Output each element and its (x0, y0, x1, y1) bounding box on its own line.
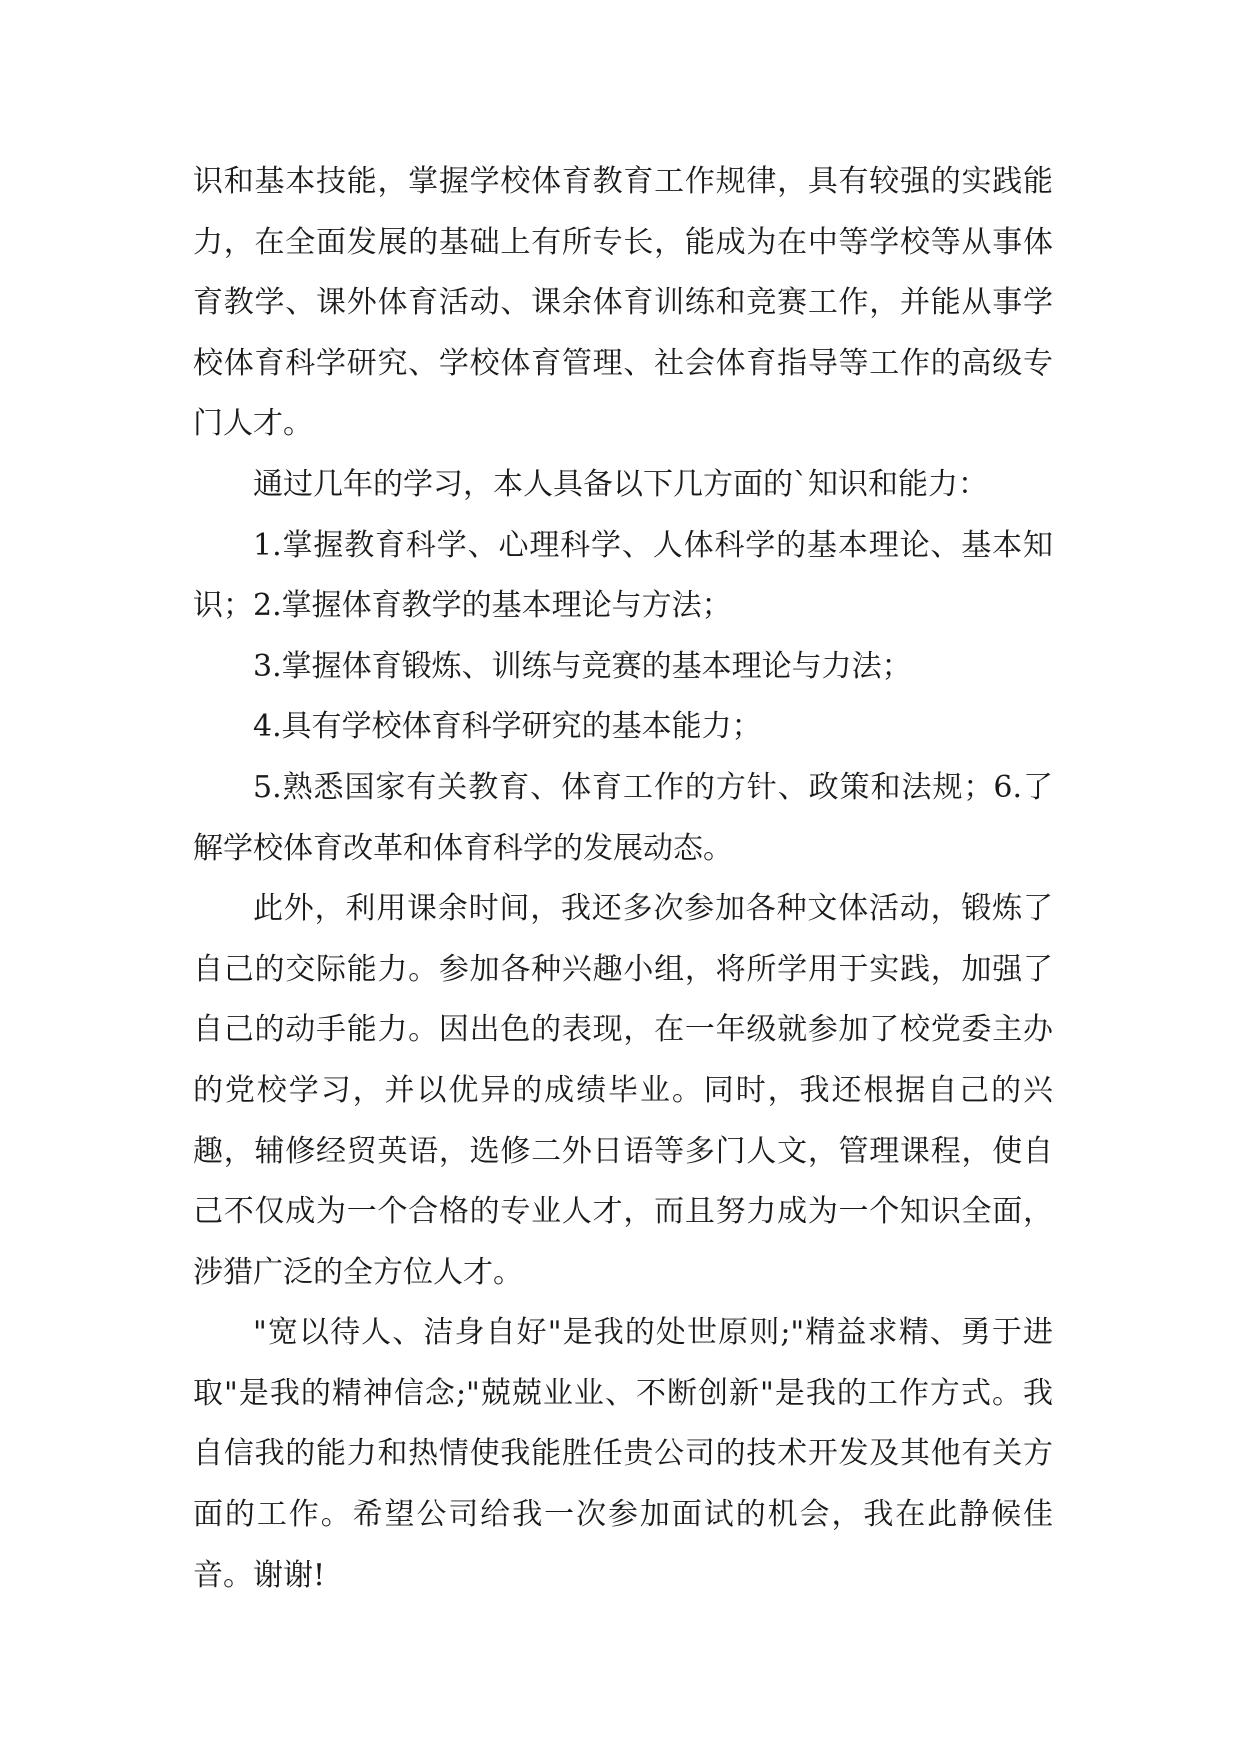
paragraph-intro-abilities: 通过几年的学习，本人具备以下几方面的`知识和能力： (253, 466, 988, 502)
paragraph-closing: "宽以待人、洁身自好"是我的处世原则;"精益求精、勇于进取"是我的精神信念;"兢兢业业、不断创新"是我的工作方式。我自信我的能力和热情使我能胜任贵公司的技术开发及其他有关方面的工作。希望公司给我一次参加面试的机会，我在此静候佳音。谢谢! (193, 1315, 1053, 1593)
paragraph-ability-3: 3.掌握体育锻炼、训练与竞赛的基本理论与力法； (253, 648, 912, 684)
paragraph-ability-5-6: 5.熟悉国家有关教育、体育工作的方针、政策和法规；6.了解学校体育改革和体育科学的发展动态。 (193, 769, 1053, 866)
paragraph-ability-4: 4.具有学校体育科学研究的基本能力； (253, 709, 762, 745)
paragraph-extracurricular: 此外，利用课余时间，我还多次参加各种文体活动，锻炼了自己的交际能力。参加各种兴趣小组，将所学用于实践，加强了自己的动手能力。因出色的表现，在一年级就参加了校党委主办的党校学习，并以优异的成绩毕业。同时，我还根据自己的兴趣，辅修经贸英语，选修二外日语等多门人文，管理课程，使自己不仅成为一个合格的专业人才，而且努力成为一个知识全面，涉猎广泛的全方位人才。 (193, 891, 1053, 1290)
document-body (193, 152, 1053, 1606)
paragraph-ability-1-2: 1.掌握教育科学、心理科学、人体科学的基本理论、基本知识；2.掌握体育教学的基本理论与方法； (193, 527, 1053, 624)
paragraph-continued: 识和基本技能，掌握学校体育教育工作规律，具有较强的实践能力，在全面发展的基础上有所专长，能成为在中等学校等从事体育教学、课外体育活动、课余体育训练和竞赛工作，并能从事学校体育科学研究、学校体育管理、社会体育指导等工作的高级专门人才。 (193, 164, 1053, 442)
